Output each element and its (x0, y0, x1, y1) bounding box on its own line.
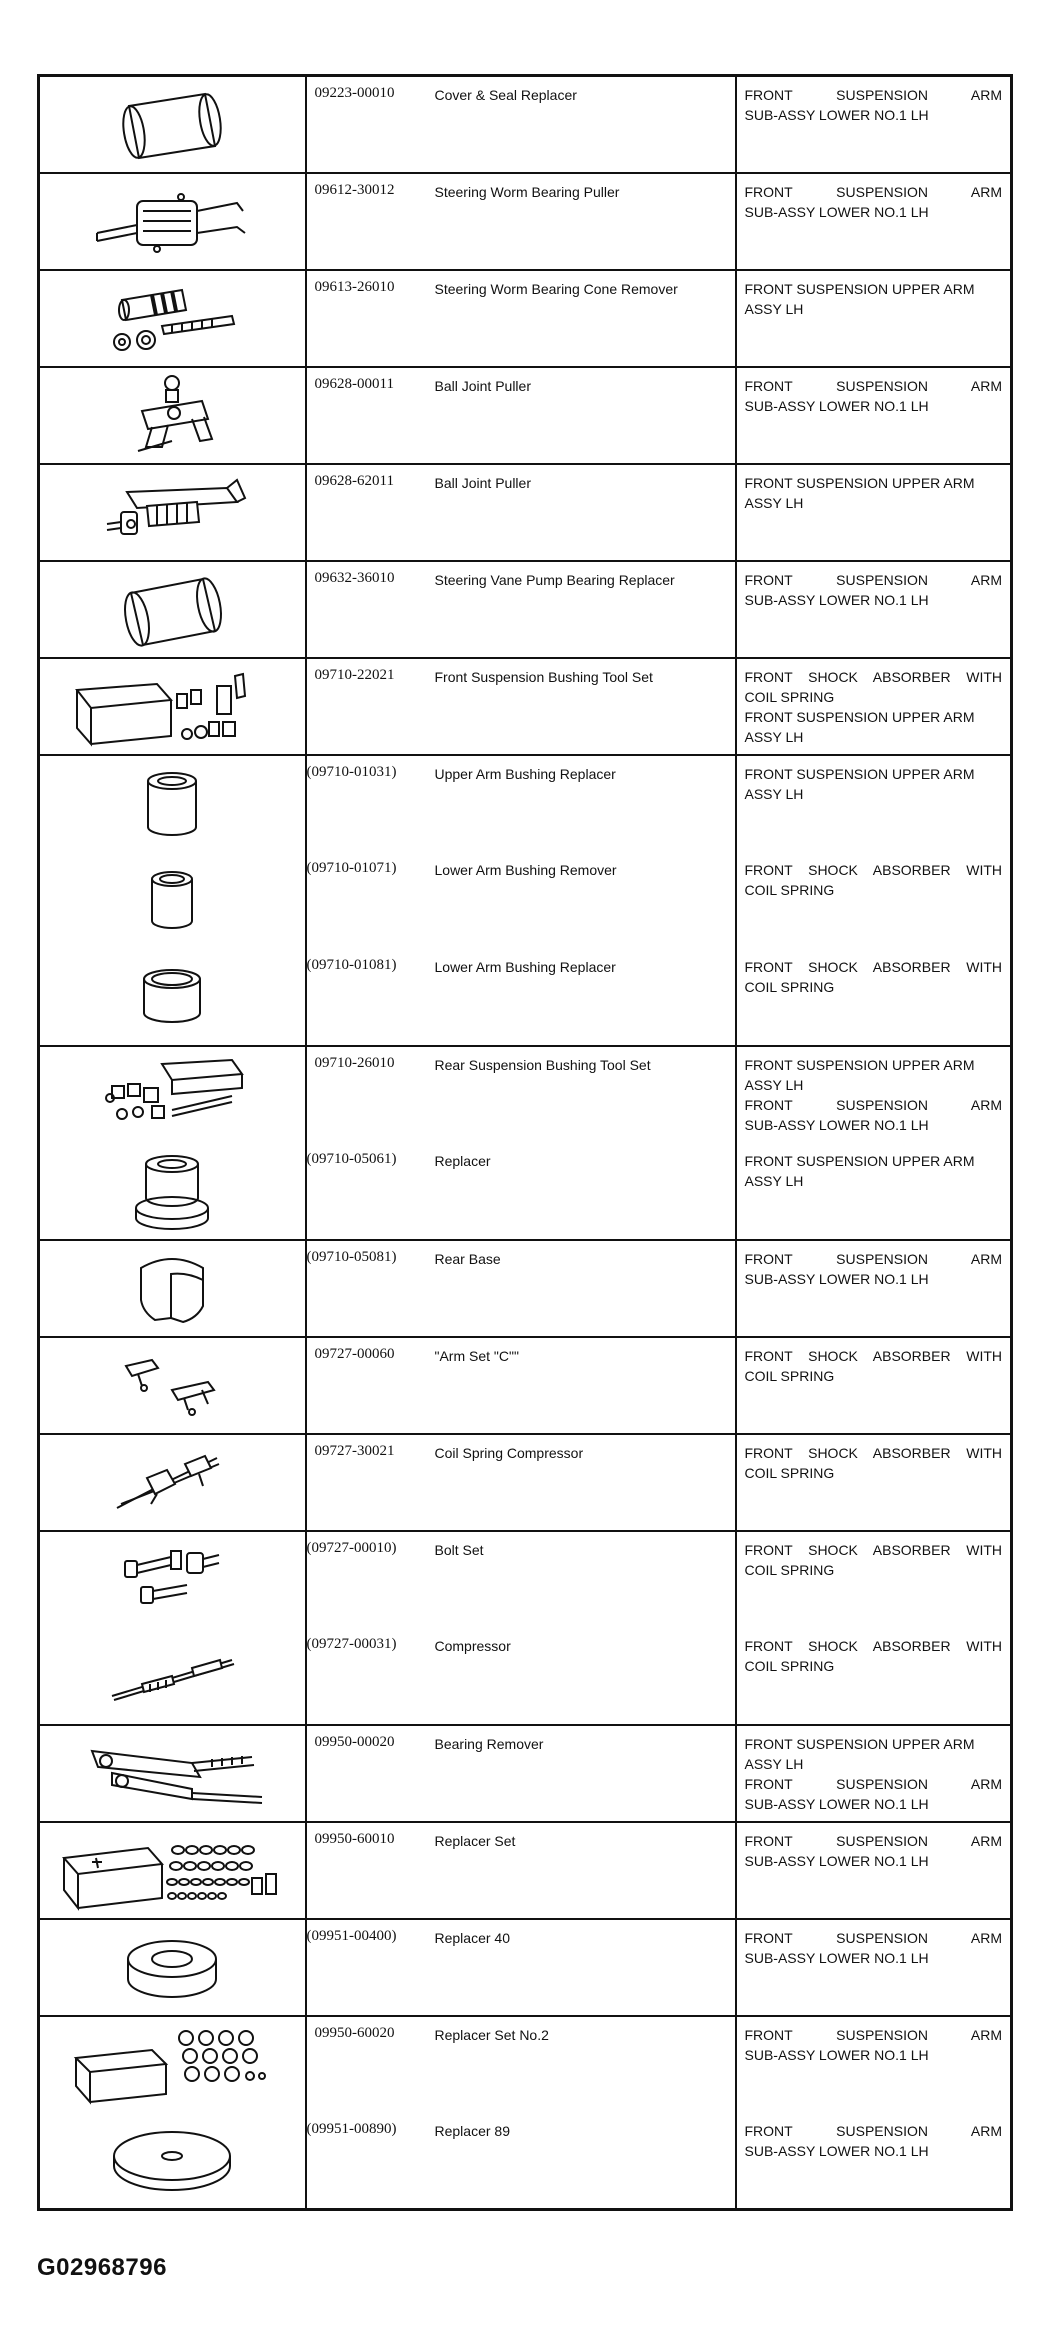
tool-usage: FRONT SUSPENSION UPPER ARM ASSY LH FRONT SUSPENSION ARM SUB-ASSY LOWER NO.1 LH (736, 1046, 1012, 1143)
ring-replacer-icon (40, 1920, 305, 2014)
table-row (39, 1337, 1012, 1434)
tool-name: Bearing Remover (431, 1725, 736, 1822)
figure-id: G02968796 (37, 2254, 167, 2281)
bushing-replacer-icon (40, 756, 305, 850)
tool-name: Compressor (434, 1637, 511, 1654)
cylinder-sleeve-icon (40, 77, 305, 171)
tool-name: Cover & Seal Replacer (434, 87, 577, 103)
tool-name: Steering Vane Pump Bearing Replacer (431, 561, 736, 658)
tool-usage: FRONT SUSPENSION UPPER ARM ASSY LH (736, 464, 1012, 561)
part-number: 09628-00011 (314, 375, 394, 392)
replacer-set-2-icon (40, 2017, 305, 2111)
tool-usage: FRONT SUSPENSION UPPER ARM ASSY LH (736, 1143, 1012, 1240)
tool-name: Ball Joint Puller (431, 464, 736, 561)
tool-name: Replacer 40 (431, 1919, 736, 2016)
tool-usage: FRONT SUSPENSION ARM SUB-ASSY LOWER NO.1 LH (736, 76, 1012, 173)
table-row (39, 852, 1012, 949)
tool-name: Steering Worm Bearing Puller (431, 173, 736, 270)
tool-usage: FRONT SHOCK ABSORBER WITH COIL SPRING (736, 852, 1012, 949)
disc-replacer-icon (40, 2113, 305, 2207)
table-row (39, 1628, 1012, 1725)
tool-name: Ball Joint Puller (431, 367, 736, 464)
tool-name: Steering Worm Bearing Cone Remover (431, 270, 736, 367)
table-row (39, 173, 1012, 270)
tool-usage: FRONT SHOCK ABSORBER WITH COIL SPRING (736, 1337, 1012, 1434)
bushing-remover-icon (40, 852, 305, 946)
part-number: 09727-30021 (314, 1442, 395, 1459)
part-number: 09950-60010 (314, 1830, 395, 1847)
rear-base-icon (40, 1241, 305, 1335)
cone-remover-icon (40, 271, 305, 365)
stepped-replacer-icon (40, 1143, 305, 1237)
tool-usage: FRONT SUSPENSION ARM SUB-ASSY LOWER NO.1 LH (736, 367, 1012, 464)
part-number: (09710-01081) (306, 956, 397, 973)
part-number: (09710-01031) (306, 763, 397, 780)
table-row (39, 270, 1012, 367)
tool-name: Bolt Set (431, 1531, 736, 1628)
table-row (39, 658, 1012, 755)
tool-usage: FRONT SUSPENSION ARM SUB-ASSY LOWER NO.1 LH (736, 561, 1012, 658)
part-number: 09727-00060 (314, 1345, 395, 1362)
tool-usage: FRONT SUSPENSION ARM SUB-ASSY LOWER NO.1 LH (736, 2113, 1012, 2210)
tool-name: Coil Spring Compressor (431, 1434, 736, 1531)
part-number: 09223-00010 (314, 85, 395, 101)
part-number: 09632-36010 (314, 569, 395, 586)
tool-name: "Arm Set "C"" (431, 1337, 736, 1434)
tool-usage: FRONT SUSPENSION UPPER ARM ASSY LH (736, 270, 1012, 367)
tool-usage: FRONT SHOCK ABSORBER WITH COIL SPRING FRONT SUSPENSION UPPER ARM ASSY LH (736, 658, 1012, 755)
part-number: 09950-00020 (314, 1733, 395, 1750)
part-number: 09612-30012 (314, 181, 395, 198)
ball-joint-puller-icon (40, 368, 305, 462)
arm-set-icon (40, 1338, 305, 1432)
tool-name: Replacer 89 (434, 2122, 510, 2139)
part-number: 09710-22021 (314, 666, 395, 683)
bolt-set-icon (40, 1532, 305, 1626)
tool-name: Replacer (434, 1152, 491, 1169)
wide-bushing-icon (40, 949, 305, 1043)
part-number: 09613-26010 (314, 278, 395, 295)
tool-name: Front Suspension Bushing Tool Set (431, 658, 736, 755)
part-number: (09727-00031) (306, 1635, 397, 1652)
table-row (39, 1725, 1012, 1822)
tool-name: Rear Base (431, 1240, 736, 1337)
rear-tool-set-icon (40, 1047, 305, 1141)
spring-compressor-icon (40, 1435, 305, 1529)
compressor-icon (40, 1628, 305, 1722)
part-number: (09710-05061) (306, 1150, 397, 1167)
table-row (39, 2113, 1012, 2210)
table-row (39, 464, 1012, 561)
tool-usage: FRONT SHOCK ABSORBER WITH COIL SPRING (736, 949, 1012, 1046)
ball-joint-puller-2-icon (40, 465, 305, 559)
part-number: (09710-01071) (306, 859, 397, 876)
special-tools-table (37, 74, 1013, 2211)
tool-set-case-icon (40, 659, 305, 753)
tool-name: Rear Suspension Bushing Tool Set (431, 1046, 736, 1143)
bearing-remover-icon (40, 1726, 305, 1820)
table-row (39, 1046, 1012, 1143)
tool-name: Lower Arm Bushing Replacer (434, 958, 616, 975)
part-number: 09950-60020 (314, 2024, 395, 2041)
tool-usage: FRONT SUSPENSION ARM SUB-ASSY LOWER NO.1 LH (736, 1919, 1012, 2016)
table-row (39, 1822, 1012, 1919)
bearing-puller-icon (40, 174, 305, 268)
tool-usage: FRONT SUSPENSION ARM SUB-ASSY LOWER NO.1 LH (736, 173, 1012, 270)
tool-name: Replacer Set No.2 (431, 2016, 736, 2113)
table-row (39, 1531, 1012, 1628)
tool-usage: FRONT SUSPENSION ARM SUB-ASSY LOWER NO.1 LH (736, 1822, 1012, 1919)
table-row (39, 561, 1012, 658)
table-row (39, 1240, 1012, 1337)
tool-name: Lower Arm Bushing Remover (434, 861, 617, 878)
table-row (39, 949, 1012, 1046)
tool-usage: FRONT SHOCK ABSORBER WITH COIL SPRING (736, 1434, 1012, 1531)
table-row (39, 1919, 1012, 2016)
tool-usage: FRONT SUSPENSION ARM SUB-ASSY LOWER NO.1 LH (736, 2016, 1012, 2113)
tool-name: Upper Arm Bushing Replacer (431, 755, 736, 852)
part-number: (09951-00890) (306, 2120, 397, 2137)
part-number: (09951-00400) (306, 1927, 397, 1944)
tool-usage: FRONT SUSPENSION UPPER ARM ASSY LH FRONT SUSPENSION ARM SUB-ASSY LOWER NO.1 LH (736, 1725, 1012, 1822)
table-row (39, 76, 1012, 173)
cylinder-sleeve-icon (40, 562, 305, 656)
tool-name: Replacer Set (431, 1822, 736, 1919)
tool-usage: FRONT SUSPENSION UPPER ARM ASSY LH (736, 755, 1012, 852)
table-row (39, 1143, 1012, 1240)
part-number: 09710-26010 (314, 1054, 395, 1071)
replacer-set-icon (40, 1823, 305, 1917)
tool-usage: FRONT SHOCK ABSORBER WITH COIL SPRING (736, 1531, 1012, 1628)
part-number: (09710-05081) (306, 1248, 397, 1265)
part-number: (09727-00010) (306, 1539, 397, 1556)
table-row (39, 367, 1012, 464)
table-row (39, 755, 1012, 852)
table-row (39, 2016, 1012, 2113)
part-number: 09628-62011 (314, 472, 394, 489)
table-row (39, 1434, 1012, 1531)
tool-usage: FRONT SHOCK ABSORBER WITH COIL SPRING (736, 1628, 1012, 1725)
tool-usage: FRONT SUSPENSION ARM SUB-ASSY LOWER NO.1 LH (736, 1240, 1012, 1337)
